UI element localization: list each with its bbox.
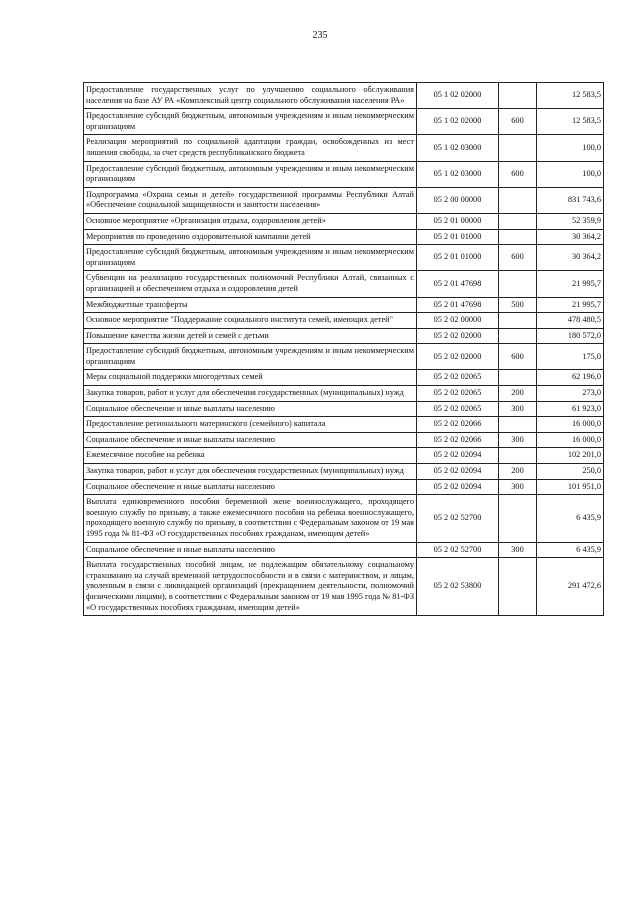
item-name-cell: Предоставление регионального материнского (семейного) капитала xyxy=(84,417,417,433)
amount-cell: 30 364,2 xyxy=(537,229,604,245)
item-name-cell: Основное мероприятие «Организация отдыха, оздоровления детей» xyxy=(84,213,417,229)
amount-cell: 831 743,6 xyxy=(537,187,604,213)
expense-type-cell xyxy=(499,370,537,386)
item-name-cell: Мероприятия по проведению оздоровительной кампании детей xyxy=(84,229,417,245)
table-row xyxy=(84,417,604,433)
amount-cell: 100,0 xyxy=(537,161,604,187)
target-code-cell: 05 2 02 02065 xyxy=(417,401,499,417)
expense-type-cell xyxy=(499,213,537,229)
target-code-cell: 05 2 02 02066 xyxy=(417,432,499,448)
amount-cell: 30 364,2 xyxy=(537,245,604,271)
target-code-cell: 05 2 01 00000 xyxy=(417,213,499,229)
amount-cell: 16 000,0 xyxy=(537,432,604,448)
item-name-cell: Предоставление субсидий бюджетным, автономным учреждениям и иным некоммерческим организациям xyxy=(84,344,417,370)
target-code-cell: 05 2 01 01000 xyxy=(417,229,499,245)
amount-cell: 12 583,5 xyxy=(537,109,604,135)
table-row xyxy=(84,386,604,402)
amount-cell: 100,0 xyxy=(537,135,604,161)
target-code-cell: 05 1 02 03000 xyxy=(417,135,499,161)
table-row xyxy=(84,161,604,187)
budget-table xyxy=(83,82,604,616)
expense-type-cell: 300 xyxy=(499,479,537,495)
item-name-cell: Ежемесячное пособие на ребенка xyxy=(84,448,417,464)
expense-type-cell xyxy=(499,229,537,245)
table-row xyxy=(84,464,604,480)
expense-type-cell xyxy=(499,313,537,329)
target-code-cell: 05 1 02 03000 xyxy=(417,161,499,187)
target-code-cell: 05 2 02 02065 xyxy=(417,386,499,402)
table-row xyxy=(84,495,604,542)
amount-cell: 12 583,5 xyxy=(537,83,604,109)
item-name-cell: Социальное обеспечение и иные выплаты населению xyxy=(84,479,417,495)
target-code-cell: 05 2 01 01000 xyxy=(417,245,499,271)
target-code-cell: 05 1 02 02000 xyxy=(417,109,499,135)
amount-cell: 6 435,9 xyxy=(537,542,604,558)
target-code-cell: 05 2 02 00000 xyxy=(417,313,499,329)
item-name-cell: Субвенции на реализацию государственных полномочий Республики Алтай, связанных с организацией и обеспечением отдыха и оздоровления детей xyxy=(84,271,417,297)
target-code-cell: 05 2 01 47698 xyxy=(417,271,499,297)
target-code-cell: 05 2 02 02094 xyxy=(417,464,499,480)
item-name-cell: Закупка товаров, работ и услуг для обеспечения государственных (муниципальных) нужд xyxy=(84,386,417,402)
item-name-cell: Выплата единовременного пособия беременной жене военнослужащего, проходящего военную службу по призыву, а также ежемесячного пособия на ребенка военнослужащего, проходящего военную службу по призыву, в соответствии с Федеральным законом от 19 мая 1995 года № 81-ФЗ «О государственных пособиях гражданам, имеющим детей» xyxy=(84,495,417,542)
table-row xyxy=(84,432,604,448)
item-name-cell: Межбюджетные трансферты xyxy=(84,297,417,313)
amount-cell: 6 435,9 xyxy=(537,495,604,542)
target-code-cell: 05 2 02 02065 xyxy=(417,370,499,386)
table-row xyxy=(84,297,604,313)
expense-type-cell: 200 xyxy=(499,386,537,402)
table-row xyxy=(84,344,604,370)
expense-type-cell: 600 xyxy=(499,109,537,135)
target-code-cell: 05 2 02 52700 xyxy=(417,495,499,542)
amount-cell: 16 000,0 xyxy=(537,417,604,433)
table-row xyxy=(84,271,604,297)
amount-cell: 101 951,0 xyxy=(537,479,604,495)
target-code-cell: 05 2 02 02000 xyxy=(417,344,499,370)
item-name-cell: Предоставление субсидий бюджетным, автономным учреждениям и иным некоммерческим организациям xyxy=(84,161,417,187)
target-code-cell: 05 2 02 02066 xyxy=(417,417,499,433)
item-name-cell: Социальное обеспечение и иные выплаты населению xyxy=(84,401,417,417)
item-name-cell: Выплата государственных пособий лицам, не подлежащим обязательному социальному страхованию на случай временной нетрудоспособности и в связи с материнством, и лицам, уволенным в связи с ликвидацией организаций (прекращением деятельности, полномочий физическими лицами), в соответствии с Федеральным законом от 19 мая 1995 года № 81-ФЗ «О государственных пособиях гражданам, имеющим детей» xyxy=(84,558,417,616)
target-code-cell: 05 2 02 02094 xyxy=(417,479,499,495)
item-name-cell: Предоставление субсидий бюджетным, автономным учреждениям и иным некоммерческим организациям xyxy=(84,109,417,135)
item-name-cell: Закупка товаров, работ и услуг для обеспечения государственных (муниципальных) нужд xyxy=(84,464,417,480)
target-code-cell: 05 2 00 00000 xyxy=(417,187,499,213)
table-row xyxy=(84,401,604,417)
expense-type-cell: 600 xyxy=(499,161,537,187)
table-row xyxy=(84,370,604,386)
expense-type-cell: 600 xyxy=(499,245,537,271)
amount-cell: 61 923,0 xyxy=(537,401,604,417)
table-row xyxy=(84,558,604,616)
item-name-cell: Социальное обеспечение и иные выплаты населению xyxy=(84,432,417,448)
target-code-cell: 05 2 02 02094 xyxy=(417,448,499,464)
page-number: 235 xyxy=(312,30,328,41)
expense-type-cell xyxy=(499,495,537,542)
item-name-cell: Основное мероприятие "Поддержание социального института семей, имеющих детей" xyxy=(84,313,417,329)
amount-cell: 273,0 xyxy=(537,386,604,402)
item-name-cell: Меры социальной поддержки многодетных семей xyxy=(84,370,417,386)
table-row xyxy=(84,229,604,245)
target-code-cell: 05 2 02 02000 xyxy=(417,328,499,344)
amount-cell: 175,0 xyxy=(537,344,604,370)
item-name-cell: Социальное обеспечение и иные выплаты населению xyxy=(84,542,417,558)
amount-cell: 62 196,0 xyxy=(537,370,604,386)
table-row xyxy=(84,479,604,495)
expense-type-cell: 300 xyxy=(499,401,537,417)
table-row xyxy=(84,542,604,558)
table-row xyxy=(84,245,604,271)
table-row xyxy=(84,109,604,135)
table-row xyxy=(84,187,604,213)
table-row xyxy=(84,448,604,464)
target-code-cell: 05 1 02 02000 xyxy=(417,83,499,109)
target-code-cell: 05 2 02 52700 xyxy=(417,542,499,558)
target-code-cell: 05 2 01 47698 xyxy=(417,297,499,313)
expense-type-cell xyxy=(499,417,537,433)
amount-cell: 21 995,7 xyxy=(537,297,604,313)
expense-type-cell xyxy=(499,187,537,213)
item-name-cell: Реализация мероприятий по социальной адаптации граждан, освобожденных из мест лишения свободы, за счет средств республиканского бюджета xyxy=(84,135,417,161)
item-name-cell: Повышение качества жизни детей и семей с детьми xyxy=(84,328,417,344)
table-row xyxy=(84,328,604,344)
expense-type-cell xyxy=(499,328,537,344)
expense-type-cell xyxy=(499,83,537,109)
expense-type-cell: 300 xyxy=(499,432,537,448)
table-row xyxy=(84,313,604,329)
table-row xyxy=(84,135,604,161)
expense-type-cell: 500 xyxy=(499,297,537,313)
table-row xyxy=(84,83,604,109)
amount-cell: 250,0 xyxy=(537,464,604,480)
budget-table-body xyxy=(84,83,604,616)
table-row xyxy=(84,213,604,229)
expense-type-cell xyxy=(499,135,537,161)
expense-type-cell: 600 xyxy=(499,344,537,370)
amount-cell: 102 201,0 xyxy=(537,448,604,464)
expense-type-cell: 200 xyxy=(499,464,537,480)
amount-cell: 478 480,5 xyxy=(537,313,604,329)
item-name-cell: Предоставление государственных услуг по улучшению социального обслуживания населения на базе АУ РА «Комплексный центр социального обслуживания населения РА» xyxy=(84,83,417,109)
amount-cell: 180 572,0 xyxy=(537,328,604,344)
item-name-cell: Предоставление субсидий бюджетным, автономным учреждениям и иным некоммерческим организациям xyxy=(84,245,417,271)
expense-type-cell xyxy=(499,448,537,464)
amount-cell: 291 472,6 xyxy=(537,558,604,616)
amount-cell: 21 995,7 xyxy=(537,271,604,297)
expense-type-cell xyxy=(499,558,537,616)
expense-type-cell xyxy=(499,271,537,297)
target-code-cell: 05 2 02 53800 xyxy=(417,558,499,616)
amount-cell: 52 359,9 xyxy=(537,213,604,229)
item-name-cell: Подпрограмма «Охрана семьи и детей» государственной программы Республики Алтай «Обеспечение социальной защищенности и занятости населения» xyxy=(84,187,417,213)
expense-type-cell: 300 xyxy=(499,542,537,558)
